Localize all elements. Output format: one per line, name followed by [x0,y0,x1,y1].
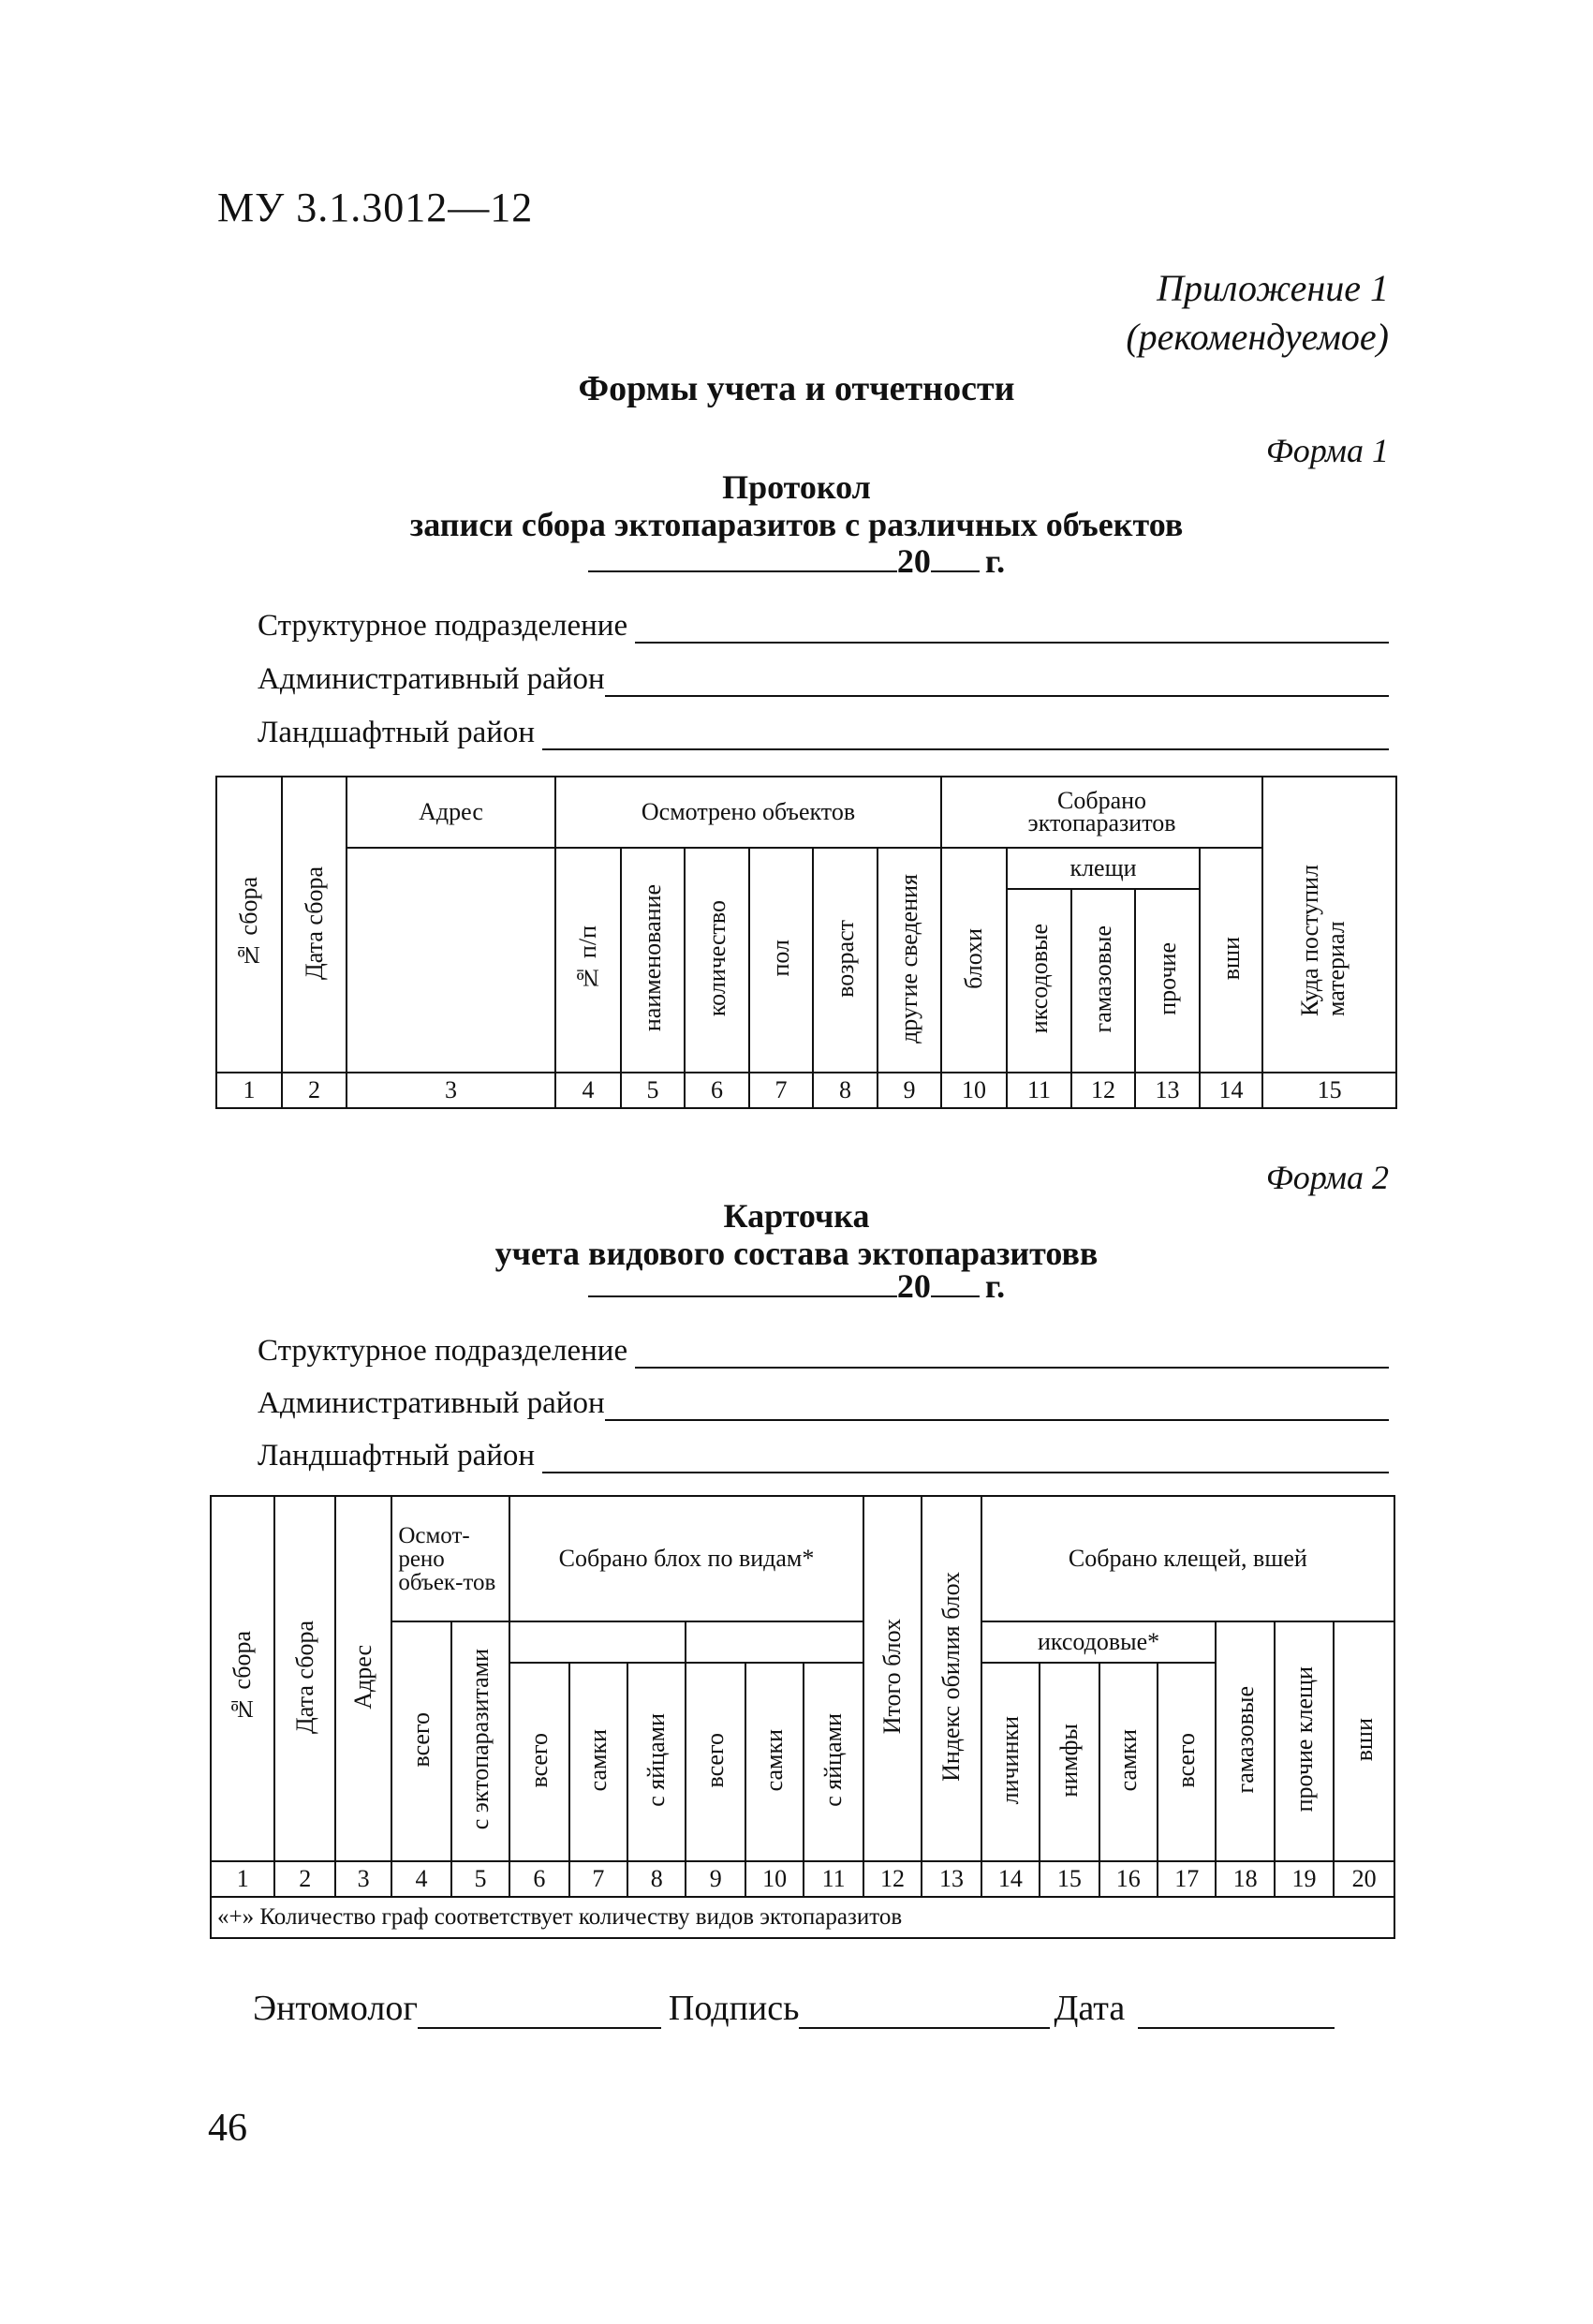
form2-col-nymphs: нимфы [1040,1663,1099,1861]
form2-col-index: Индекс обилия блох [922,1496,981,1861]
form1-field-structural-line[interactable] [635,614,1389,644]
form2-field-landscape[interactable] [258,1439,1389,1473]
form2-colnum-3: 3 [335,1861,391,1897]
form2-field-structural[interactable] [258,1334,1389,1369]
form1-colnum-13: 13 [1135,1073,1200,1108]
form2-colnum-19: 19 [1275,1861,1334,1897]
form1-colnum-2: 2 [282,1073,347,1108]
form1-title-line2: записи сбора эктопаразитов с различных объектов [409,506,1184,543]
form2-field-landscape-label: Ландшафтный район [258,1439,536,1473]
form2-footnote: «+» Количество граф соответствует количеству видов эктопаразитов [211,1897,1394,1938]
form1-field-structural-label: Структурное подразделение [258,609,628,643]
form2-species-b-header[interactable] [686,1621,863,1663]
document-code: МУ 3.1.3012—12 [217,185,534,230]
form2-field-admin-label: Административный район [258,1386,605,1420]
form1-col-num: № п/п [555,848,621,1073]
form1-group-ticks: клещи [1007,848,1200,889]
form2-year-blank[interactable] [931,1295,980,1297]
form1-field-admin[interactable] [258,662,1389,697]
form2-col-species-b-eggs: с яйцами [804,1663,863,1861]
form2-col-address: Адрес [335,1496,391,1861]
form1-field-structural[interactable] [258,609,1389,644]
main-title: Формы учета и отчетности [578,369,1015,408]
form1-group-examined: Осмотрено объектов [555,777,941,848]
form1-colnum-15: 15 [1262,1073,1396,1108]
form1-title-line1: Протокол [722,468,871,506]
form2-label: Форма 2 [1265,1159,1389,1196]
form1-field-admin-line[interactable] [605,667,1389,697]
form1-field-admin-label: Административный район [258,662,605,696]
form1-year-blank[interactable] [931,570,980,572]
form2-col-species-a-females: самки [569,1663,627,1861]
form2-col-species-b-all: всего [686,1663,745,1861]
form1-col-date: Дата сбора [282,777,347,1073]
form1-title [0,468,1593,543]
form2-col-gamasid: гамазовые [1216,1621,1274,1861]
signature-line [253,1988,1335,2029]
form2-title-line2: учета видового состава эктопаразитовв [494,1235,1099,1272]
date-label: Дата [1054,1989,1126,2028]
form2-year-suffix: г. [984,1267,1006,1305]
form1-year-suffix: г. [984,542,1006,580]
form1-label: Форма 1 [1265,432,1389,469]
form1-group-collected: Собрано эктопаразитов [941,777,1262,848]
form2-col-lice: вши [1334,1621,1394,1861]
form2-colnum-17: 17 [1158,1861,1216,1897]
form2-colnum-11: 11 [804,1861,863,1897]
form1-col-destination: Куда поступил материал [1262,777,1396,1073]
form1-date-line [0,541,1593,581]
form2-colnum-4: 4 [391,1861,450,1897]
form2-title [0,1197,1593,1272]
entomologist-field[interactable] [418,1999,661,2029]
form2-title-line1: Карточка [723,1197,870,1235]
form2-field-admin-line[interactable] [605,1391,1389,1421]
form1-colnum-1: 1 [216,1073,282,1108]
form1-colnum-3: 3 [347,1073,555,1108]
form2-field-landscape-line[interactable] [542,1443,1389,1473]
entomologist-label: Энтомолог [253,1989,418,2028]
form2-col-date: Дата сбора [274,1496,334,1861]
form2-species-a-header[interactable] [509,1621,686,1663]
form1-col-ixodid: иксодовые [1007,889,1071,1073]
form1-col-age: возраст [813,848,878,1073]
form2-year-prefix: 20 [896,1267,931,1305]
form1-year-prefix: 20 [896,542,931,580]
form2-colnum-13: 13 [922,1861,981,1897]
form2-colnum-16: 16 [1099,1861,1158,1897]
form2-col-total-fleas: Итого блох [863,1496,922,1861]
form2-colnum-14: 14 [981,1861,1040,1897]
form1-colnum-8: 8 [813,1073,878,1108]
signature-field[interactable] [799,1999,1050,2029]
form1-colnum-4: 4 [555,1073,621,1108]
appendix-line-2: (рекомендуемое) [1126,316,1389,358]
form1-address-cell[interactable] [347,848,555,1073]
form2-col-larvae: личинки [981,1663,1040,1861]
form2-field-admin[interactable] [258,1386,1389,1421]
form2-table [210,1495,1395,1939]
form1-colnum-7: 7 [749,1073,813,1108]
form2-col-examined-total: всего [391,1621,450,1861]
form2-field-structural-label: Структурное подразделение [258,1334,628,1368]
form2-group-examined: Осмот-рено объек-тов [391,1496,509,1621]
form2-col-ixodid-females: самки [1099,1663,1158,1861]
form2-group-ixodid: иксодовые* [981,1621,1217,1663]
form1-col-gamasid: гамазовые [1071,889,1135,1073]
appendix-label [1126,264,1389,362]
form2-colnum-5: 5 [451,1861,509,1897]
form2-colnum-18: 18 [1216,1861,1274,1897]
form1-col-other-ticks: прочие [1135,889,1200,1073]
form2-col-with-ecto: с эктопаразитами [451,1621,509,1861]
form1-colnum-5: 5 [621,1073,685,1108]
appendix-line-1: Приложение 1 [1157,267,1389,309]
form1-col-sex: пол [749,848,813,1073]
form1-col-address: Адрес [347,777,555,848]
form1-colnum-9: 9 [878,1073,941,1108]
form1-field-landscape[interactable] [258,716,1389,750]
form1-colnum-6: 6 [685,1073,749,1108]
form1-colnum-10: 10 [941,1073,1007,1108]
form2-col-no: № сбора [211,1496,274,1861]
form2-col-other-ticks: прочие клещи [1275,1621,1334,1861]
page-number: 46 [208,2107,247,2150]
form2-date-blank[interactable] [588,1295,897,1297]
form1-col-name: наименование [621,848,685,1073]
date-field[interactable] [1138,1999,1335,2029]
form2-colnum-20: 20 [1334,1861,1394,1897]
signature-label: Подпись [668,1989,800,2028]
form2-group-ticks: Собрано клещей, вшей [981,1496,1394,1621]
form2-col-species-b-females: самки [745,1663,804,1861]
form2-date-line [0,1266,1593,1306]
form1-col-other: другие сведения [878,848,941,1073]
form2-field-structural-line[interactable] [635,1339,1389,1369]
form1-colnum-11: 11 [1007,1073,1071,1108]
form1-field-landscape-line[interactable] [542,720,1389,750]
form2-colnum-2: 2 [274,1861,334,1897]
form1-date-blank[interactable] [588,570,897,572]
form2-colnum-7: 7 [569,1861,627,1897]
form2-col-species-a-eggs: с яйцами [627,1663,686,1861]
form2-colnum-8: 8 [627,1861,686,1897]
form1-colnum-14: 14 [1200,1073,1262,1108]
form2-colnum-6: 6 [509,1861,568,1897]
form2-col-ixodid-all: всего [1158,1663,1216,1861]
form2-colnum-1: 1 [211,1861,274,1897]
form2-colnum-9: 9 [686,1861,745,1897]
form1-field-landscape-label: Ландшафтный район [258,716,536,749]
form1-col-fleas: блохи [941,848,1007,1073]
form1-colnum-12: 12 [1071,1073,1135,1108]
form1-col-qty: количество [685,848,749,1073]
form1-table [215,776,1397,1109]
form1-col-lice: вши [1200,848,1262,1073]
form2-col-species-a-all: всего [509,1663,568,1861]
form2-colnum-12: 12 [863,1861,922,1897]
form2-colnum-15: 15 [1040,1861,1099,1897]
form2-group-fleas: Собрано блох по видам* [509,1496,863,1621]
form2-colnum-10: 10 [745,1861,804,1897]
form1-col-no: № сбора [216,777,282,1073]
